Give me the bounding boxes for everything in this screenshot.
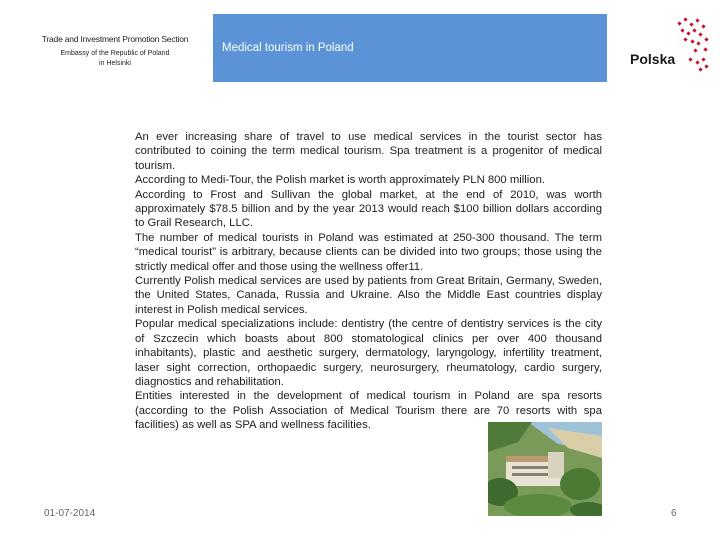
- paragraph-4: The number of medical tourists in Poland was estimated at 250-300 thousand. The term “medical tourist” is arbitrary, because clients can be divided into two groups; those using the strictly medical offer and those using the wellness offer11.: [135, 231, 602, 273]
- banner-title: Medical tourism in Poland: [222, 42, 354, 54]
- paragraph-2: According to Medi-Tour, the Polish market is worth approximately PLN 800 million.: [135, 174, 546, 187]
- spa-resort-photo-graphic: [488, 422, 602, 516]
- org-subtitle-line2: in Helsinki: [99, 60, 131, 67]
- body-text: [135, 130, 602, 433]
- footer-date: 01-07-2014: [44, 508, 96, 519]
- page-number: 6: [671, 508, 677, 519]
- paragraph-3: According to Frost and Sullivan the global market, at the end of 2010, was worth approximately $78.5 billion and by the year 2013 would reach $100 billion dollars according to Grail Research, LLC.: [135, 188, 602, 230]
- organization-header: [20, 34, 210, 69]
- polska-logo: [628, 14, 712, 80]
- org-subtitle-line1: Embassy of the Republic of Poland: [60, 50, 170, 57]
- paragraph-7: Entities interested in the development of medical tourism in Poland are spa resorts (according to the Polish Association of Medical Tourism there are 70 resorts with spa facilities) as well as SPA and wellness facilities.: [135, 390, 602, 432]
- org-subtitle: [20, 49, 210, 69]
- paragraph-1: An ever increasing share of travel to use medical services in the tourist sector has contributed to coining the term medical tourism. Spa treatment is a progenitor of medical tourism.: [135, 131, 602, 172]
- logo-wordmark: Polska: [630, 51, 676, 67]
- paragraph-5: Currently Polish medical services are used by patients from Great Britain, Germany, Sweden, the United States, Canada, Russia and Ukraine. Also the Middle East countries display interest in Polish medical services.: [135, 275, 602, 316]
- title-banner: [213, 14, 607, 82]
- org-title: Trade and Investment Promotion Section: [41, 34, 189, 44]
- polska-logo-graphic: [628, 14, 712, 80]
- spa-resort-photo: [488, 422, 602, 516]
- paragraph-6: Popular medical specializations include: dentistry (the centre of dentistry services is the city of Szczecin which boasts about 800 stomatological clinics per over 400 thousand inhabitants), plastic and aesthetic surgery, dermatology, laryngology, infertility treatment, laser sight correction, orthopaedic surgery, neurosurgery, rheumatology, cardio surgery, diagnostics and rehabilitation.: [135, 318, 602, 388]
